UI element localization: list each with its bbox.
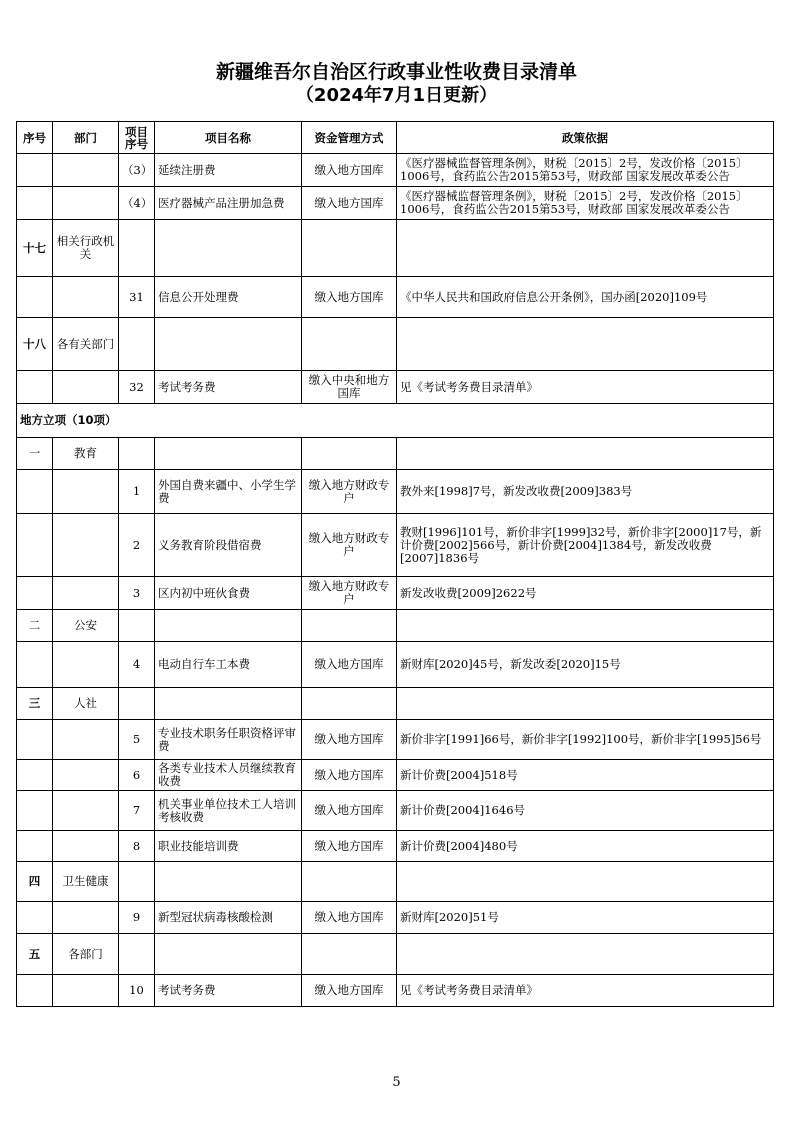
cell-seq (17, 791, 53, 831)
cell-dept (53, 577, 119, 610)
table-row (17, 975, 774, 1007)
cell-fund (302, 220, 397, 277)
page-number: 5 (392, 1075, 401, 1090)
cell-item-seq: 4 (119, 642, 155, 688)
category-row (17, 318, 774, 371)
cell-policy: 见《考试考务费目录清单》 (397, 975, 774, 1007)
category-row (17, 688, 774, 720)
cell-policy (397, 862, 774, 902)
header-dept: 部门 (53, 122, 119, 154)
cell-dept (53, 154, 119, 187)
cell-item-seq: 5 (119, 720, 155, 760)
cell-item-name: 外国自费来疆中、小学生学费 (155, 470, 302, 514)
cell-policy: 教外来[1998]7号，新发改收费[2009]383号 (397, 470, 774, 514)
cell-dept (53, 720, 119, 760)
table-row (17, 371, 774, 404)
cell-fund: 缴入地方国库 (302, 277, 397, 318)
header-item-name: 项目名称 (155, 122, 302, 154)
cell-dept: 各部门 (53, 934, 119, 975)
cell-seq (17, 720, 53, 760)
cell-seq (17, 831, 53, 862)
section-row (17, 404, 774, 438)
cell-item-name (155, 862, 302, 902)
cell-item-name: 考试考务费 (155, 975, 302, 1007)
cell-dept (53, 975, 119, 1007)
cell-fund: 缴入中央和地方国库 (302, 371, 397, 404)
cell-item-name: 义务教育阶段借宿费 (155, 514, 302, 577)
cell-item-seq: 6 (119, 760, 155, 791)
cell-item-seq: 32 (119, 371, 155, 404)
table-row (17, 277, 774, 318)
fee-catalog-table (16, 121, 774, 1007)
cell-seq (17, 760, 53, 791)
cell-item-seq (119, 934, 155, 975)
cell-item-name: 医疗器械产品注册加急费 (155, 187, 302, 220)
table-row (17, 760, 774, 791)
cell-dept (53, 277, 119, 318)
cell-fund: 缴入地方国库 (302, 154, 397, 187)
cell-policy (397, 438, 774, 470)
cell-policy: 教财[1996]101号，新价非字[1999]32号，新价非字[2000]17号，新计价费[2002]566号，新计价费[2004]1384号，新发改收费[2007]1836号 (397, 514, 774, 577)
cell-item-seq (119, 318, 155, 371)
table-body (17, 154, 774, 1007)
cell-seq (17, 577, 53, 610)
cell-item-seq: （4） (119, 187, 155, 220)
cell-dept (53, 760, 119, 791)
cell-fund: 缴入地方国库 (302, 187, 397, 220)
cell-dept (53, 902, 119, 934)
cell-item-seq: 7 (119, 791, 155, 831)
cell-item-name: 电动自行车工本费 (155, 642, 302, 688)
category-row (17, 934, 774, 975)
cell-item-seq (119, 862, 155, 902)
page-subtitle: （2024年7月1日更新） (295, 85, 498, 106)
cell-item-seq: 1 (119, 470, 155, 514)
cell-fund: 缴入地方财政专户 (302, 577, 397, 610)
category-row (17, 438, 774, 470)
cell-dept: 卫生健康 (53, 862, 119, 902)
cell-item-name: 专业技术职务任职资格评审费 (155, 720, 302, 760)
cell-seq (17, 277, 53, 318)
cell-seq: 十七 (17, 220, 53, 277)
category-row (17, 220, 774, 277)
cell-policy: 新计价费[2004]518号 (397, 760, 774, 791)
cell-item-name: 职业技能培训费 (155, 831, 302, 862)
cell-fund (302, 610, 397, 642)
cell-item-name: 延续注册费 (155, 154, 302, 187)
cell-policy: 见《考试考务费目录清单》 (397, 371, 774, 404)
cell-item-seq (119, 220, 155, 277)
cell-item-name (155, 610, 302, 642)
cell-item-name: 机关事业单位技术工人培训考核收费 (155, 791, 302, 831)
cell-policy: 新发改收费[2009]2622号 (397, 577, 774, 610)
cell-fund: 缴入地方国库 (302, 902, 397, 934)
cell-item-name: 各类专业技术人员继续教育收费 (155, 760, 302, 791)
cell-policy: 《医疗器械监督管理条例》，财税〔2015〕2号，发改价格〔2015〕1006号，食药监公告2015第53号，财政部 国家发展改革委公告 (397, 187, 774, 220)
cell-fund (302, 438, 397, 470)
category-row (17, 610, 774, 642)
cell-dept: 相关行政机关 (53, 220, 119, 277)
table-row (17, 154, 774, 187)
cell-item-seq: 2 (119, 514, 155, 577)
cell-item-seq: 9 (119, 902, 155, 934)
cell-seq (17, 371, 53, 404)
cell-seq: 一 (17, 438, 53, 470)
cell-seq: 三 (17, 688, 53, 720)
cell-policy (397, 610, 774, 642)
cell-fund: 缴入地方国库 (302, 760, 397, 791)
cell-dept: 教育 (53, 438, 119, 470)
cell-dept: 各有关部门 (53, 318, 119, 371)
table-row (17, 514, 774, 577)
cell-item-seq (119, 438, 155, 470)
cell-item-seq (119, 610, 155, 642)
cell-item-name: 区内初中班伙食费 (155, 577, 302, 610)
cell-seq (17, 642, 53, 688)
cell-fund (302, 688, 397, 720)
cell-fund: 缴入地方财政专户 (302, 470, 397, 514)
table-row (17, 642, 774, 688)
cell-item-seq (119, 688, 155, 720)
header-policy: 政策依据 (397, 122, 774, 154)
cell-dept (53, 831, 119, 862)
cell-policy: 《中华人民共和国政府信息公开条例》，国办函[2020]109号 (397, 277, 774, 318)
cell-policy: 新财库[2020]45号，新发改委[2020]15号 (397, 642, 774, 688)
cell-fund: 缴入地方国库 (302, 975, 397, 1007)
page-title: 新疆维吾尔自治区行政事业性收费目录清单 (215, 61, 577, 83)
cell-fund (302, 934, 397, 975)
cell-item-seq: 8 (119, 831, 155, 862)
cell-fund (302, 318, 397, 371)
cell-policy: 新计价费[2004]1646号 (397, 791, 774, 831)
cell-seq: 四 (17, 862, 53, 902)
cell-seq (17, 187, 53, 220)
cell-seq: 二 (17, 610, 53, 642)
cell-policy (397, 934, 774, 975)
table-row (17, 577, 774, 610)
header-seq: 序号 (17, 122, 53, 154)
cell-item-name: 新型冠状病毒核酸检测 (155, 902, 302, 934)
cell-item-name (155, 438, 302, 470)
cell-item-name (155, 220, 302, 277)
cell-item-seq: 3 (119, 577, 155, 610)
cell-dept (53, 791, 119, 831)
cell-fund: 缴入地方国库 (302, 791, 397, 831)
cell-seq: 五 (17, 934, 53, 975)
header-fund: 资金管理方式 (302, 122, 397, 154)
cell-policy: 新计价费[2004]480号 (397, 831, 774, 862)
table-row (17, 791, 774, 831)
cell-policy: 《医疗器械监督管理条例》，财税〔2015〕2号，发改价格〔2015〕1006号，食药监公告2015第53号，财政部 国家发展改革委公告 (397, 154, 774, 187)
header-item-seq: 项目序号 (119, 122, 155, 154)
cell-dept (53, 371, 119, 404)
table-row (17, 902, 774, 934)
cell-seq: 十八 (17, 318, 53, 371)
cell-item-name (155, 688, 302, 720)
cell-policy: 新财库[2020]51号 (397, 902, 774, 934)
cell-policy (397, 220, 774, 277)
cell-fund: 缴入地方国库 (302, 720, 397, 760)
cell-item-name (155, 318, 302, 371)
cell-fund: 缴入地方财政专户 (302, 514, 397, 577)
cell-seq (17, 902, 53, 934)
cell-item-seq: （3） (119, 154, 155, 187)
cell-item-name: 信息公开处理费 (155, 277, 302, 318)
category-row (17, 862, 774, 902)
cell-policy (397, 318, 774, 371)
section-label: 地方立项（10项） (17, 404, 774, 438)
cell-seq (17, 514, 53, 577)
table-header-row (17, 122, 774, 154)
cell-seq (17, 470, 53, 514)
cell-seq (17, 154, 53, 187)
cell-fund: 缴入地方国库 (302, 642, 397, 688)
table-row (17, 720, 774, 760)
cell-dept: 人社 (53, 688, 119, 720)
table-row (17, 470, 774, 514)
cell-dept (53, 642, 119, 688)
cell-dept (53, 470, 119, 514)
cell-item-seq: 10 (119, 975, 155, 1007)
cell-dept (53, 187, 119, 220)
cell-item-name (155, 934, 302, 975)
cell-seq (17, 975, 53, 1007)
cell-policy (397, 688, 774, 720)
cell-fund: 缴入地方国库 (302, 831, 397, 862)
cell-dept: 公安 (53, 610, 119, 642)
cell-item-name: 考试考务费 (155, 371, 302, 404)
table-row (17, 187, 774, 220)
cell-policy: 新价非字[1991]66号，新价非字[1992]100号，新价非字[1995]56号 (397, 720, 774, 760)
cell-dept (53, 514, 119, 577)
table-row (17, 831, 774, 862)
cell-fund (302, 862, 397, 902)
cell-item-seq: 31 (119, 277, 155, 318)
